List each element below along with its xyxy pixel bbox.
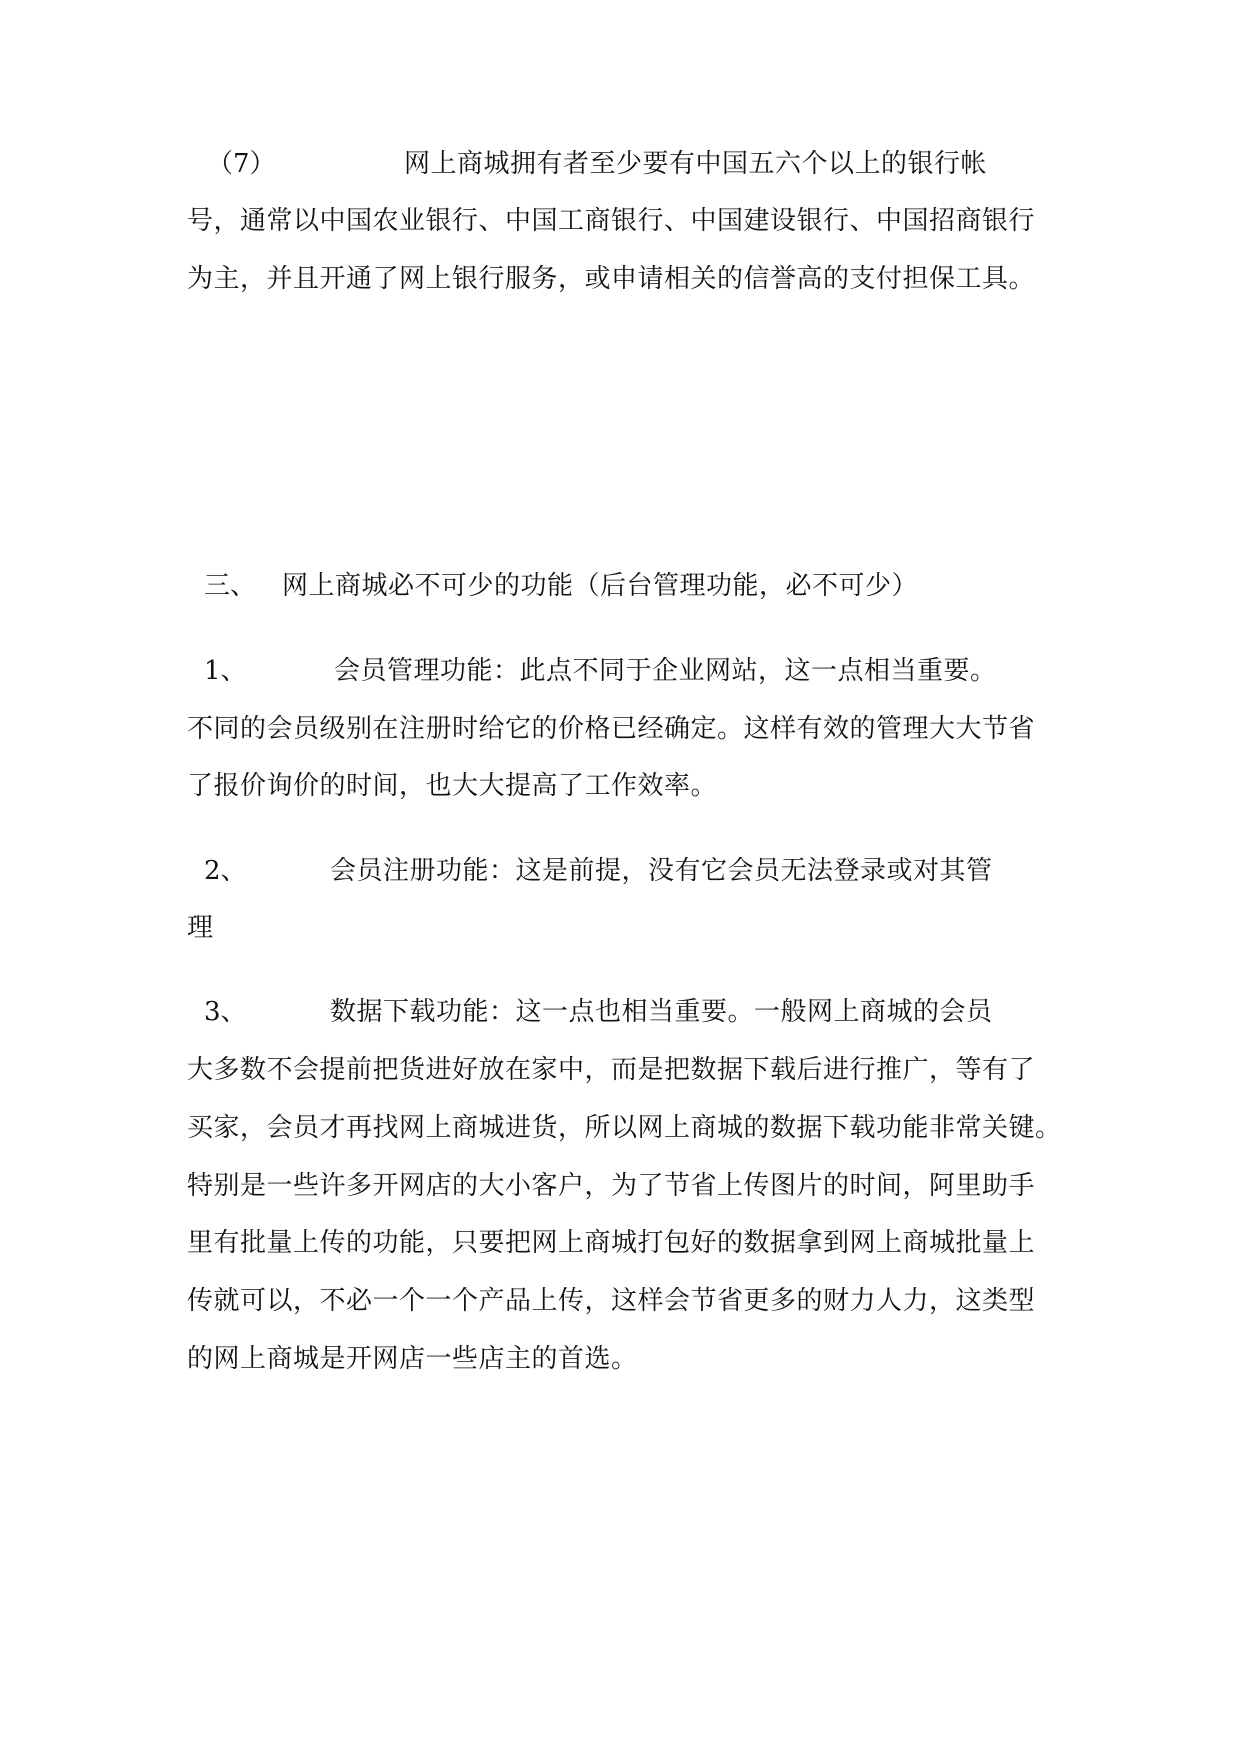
item-1-line-3: 了报价询价的时间，也大大提高了工作效率。 bbox=[187, 771, 718, 801]
item-1-marker: 1、 bbox=[204, 656, 247, 686]
item-3-line-3: 买家，会员才再找网上商城进货，所以网上商城的数据下载功能非常关键。 bbox=[187, 1113, 1062, 1143]
item-7-line-1: 网上商城拥有者至少要有中国五六个以上的银行帐 bbox=[404, 149, 988, 179]
item-3-line-1: 数据下载功能：这一点也相当重要。一般网上商城的会员 bbox=[330, 997, 993, 1027]
item-7-line-3: 为主，并且开通了网上银行服务，或申请相关的信誉高的支付担保工具。 bbox=[187, 264, 1036, 294]
item-3-line-7: 的网上商城是开网店一些店主的首选。 bbox=[187, 1344, 638, 1374]
item-7-line-2: 号，通常以中国农业银行、中国工商银行、中国建设银行、中国招商银行 bbox=[187, 206, 1036, 236]
section-3-marker: 三、 bbox=[204, 571, 257, 601]
item-2-marker: 2、 bbox=[204, 856, 247, 886]
item-3-line-6: 传就可以，不必一个一个产品上传，这样会节省更多的财力人力，这类型 bbox=[187, 1286, 1036, 1316]
item-3-line-2: 大多数不会提前把货进好放在家中，而是把数据下载后进行推广，等有了 bbox=[187, 1055, 1036, 1085]
item-3-line-4: 特别是一些许多开网店的大小客户，为了节省上传图片的时间，阿里助手 bbox=[187, 1171, 1036, 1201]
item-2-line-2: 理 bbox=[187, 913, 214, 943]
item-1-line-1: 会员管理功能：此点不同于企业网站，这一点相当重要。 bbox=[334, 656, 997, 686]
item-3-marker: 3、 bbox=[204, 997, 247, 1027]
item-1-line-2: 不同的会员级别在注册时给它的价格已经确定。这样有效的管理大大节省 bbox=[187, 714, 1036, 744]
section-3-title: 网上商城必不可少的功能（后台管理功能，必不可少） bbox=[282, 571, 919, 601]
item-3-line-5: 里有批量上传的功能，只要把网上商城打包好的数据拿到网上商城批量上 bbox=[187, 1228, 1036, 1258]
item-7-marker: （7） bbox=[207, 149, 276, 179]
item-2-line-1: 会员注册功能：这是前提，没有它会员无法登录或对其管 bbox=[330, 856, 993, 886]
